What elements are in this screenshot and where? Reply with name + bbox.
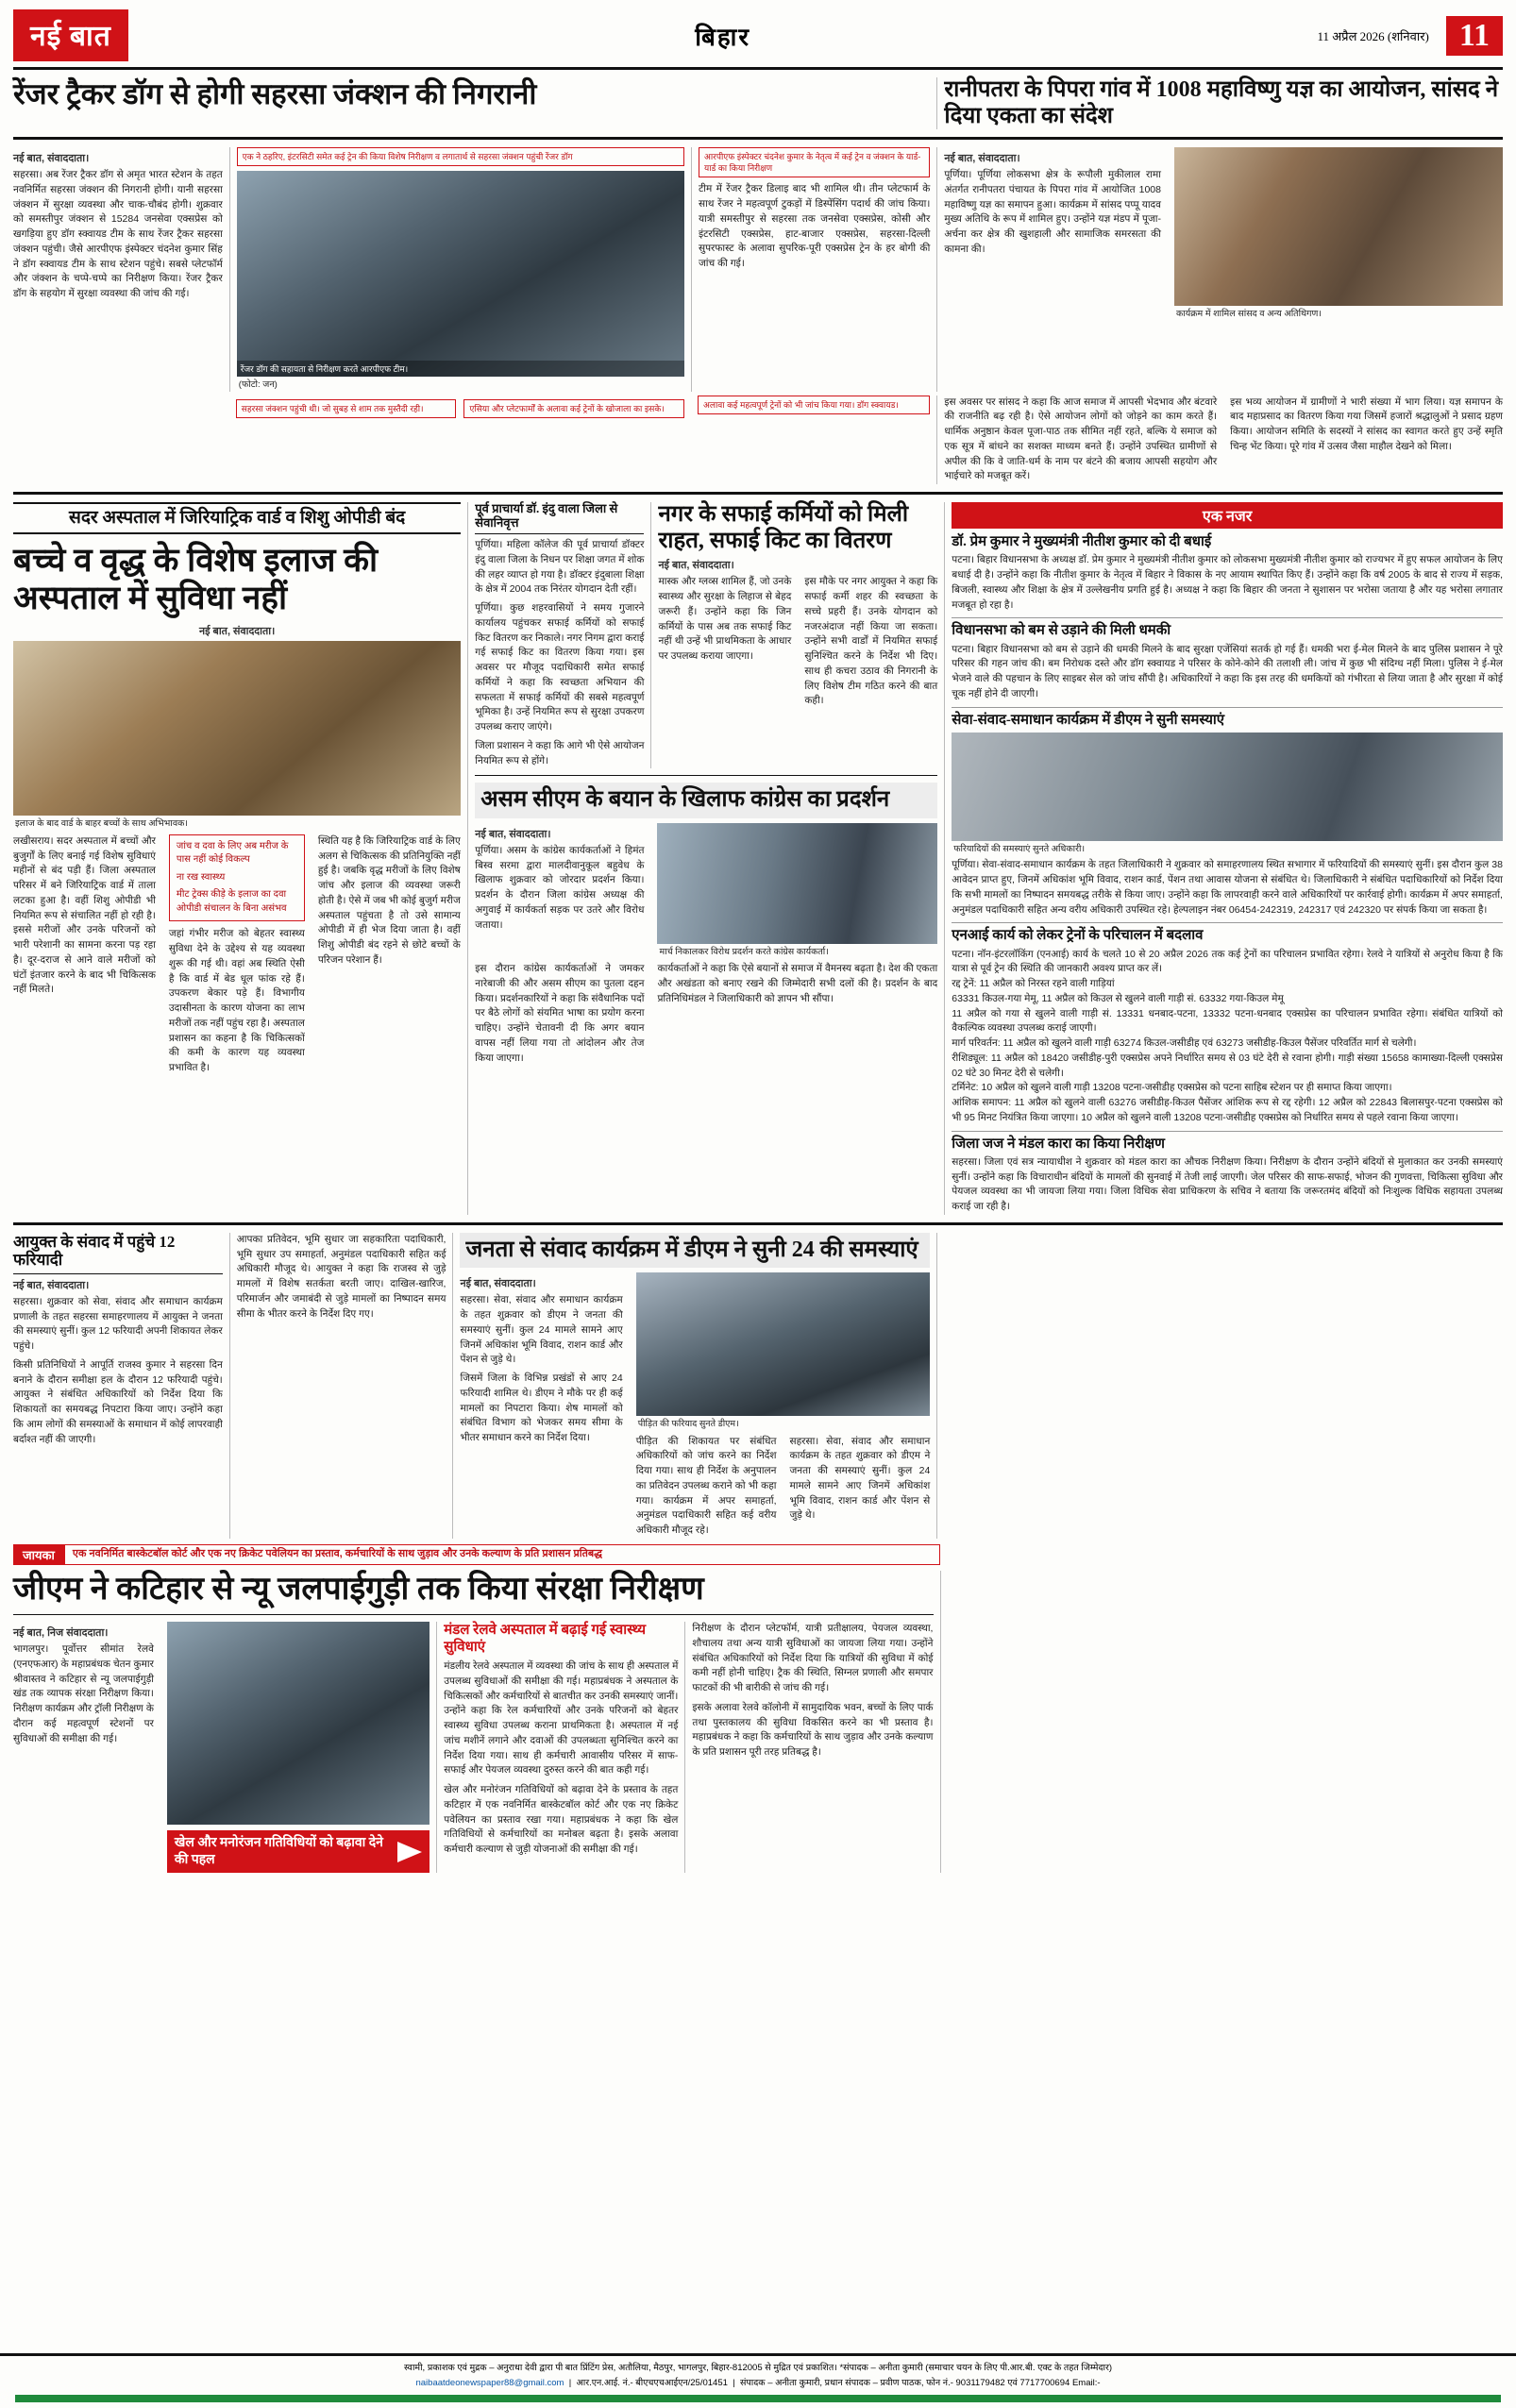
assam-text-2: इस दौरान कांग्रेस कार्यकर्ताओं ने जमकर नारेबाजी की और असम सीएम का पुतला दहन किया। प्रदर्शनकारियों ने कहा कि संवैधानिक पदों पर बैठे लोगों को संयमित भाषा का प्रयोग करना चाहिए। उन्होंने चेतावनी दी कि अगर बयान वापस नहीं लिया गया तो आंदोलन और तेज किया जाएगा। bbox=[475, 963, 645, 1064]
ek-nazar-photo-caption: फरियादियों की समस्याएं सुनते अधिकारी। bbox=[953, 843, 1086, 854]
hospital-text-1: लखीसराय। सदर अस्पताल में बच्चों और बुजुर्गों के लिए बनाई गई विशेष सुविधाएं महीनों से बंद पड़ी हैं। जिला अस्पताल परिसर में बने जिरियाट्रिक वार्ड में ताला लटका हुआ है। वहीं शिशु ओपीडी भी नियमित रूप से संचालित नहीं हो रही है। इससे मरीजों और उनके परिजनों को भारी परेशानी का सामना करना पड़ रहा है। दूर-दराज से आने वाले मरीजों को घंटों इंतजार करने के बाद भी चिकित्सक नहीं मिलते। bbox=[13, 834, 156, 996]
lead-callouts bbox=[237, 147, 684, 166]
lead-callout-left: एक ने ठहरिए, इंटरसिटी समेत कई ट्रेन की किया विशेष निरीक्षण व लगातार्थ से सहरसा जंक्शन पहुंची रेंजर डॉग bbox=[237, 147, 684, 166]
lead-band bbox=[236, 399, 684, 418]
ek-nazar-list-item: रद्द ट्रेनें: 11 अप्रैल को निरस्त रहने वाली गाड़ियां bbox=[952, 978, 1115, 990]
hospital-kicker-box bbox=[13, 502, 461, 534]
vishnu-photo-caption: कार्यक्रम में शामिल सांसद व अन्य अतिथिगण। bbox=[1175, 309, 1322, 320]
purv-safai-row bbox=[475, 502, 937, 768]
third-band bbox=[13, 1233, 1503, 1539]
edition-title-wrap bbox=[128, 19, 1318, 53]
purv-text: पूर्णिया। कुछ शहरवासियों ने समय गुजारने कार्यालय पहुंचकर सफाई कर्मियों को सफाई किट वितरण कर निकाले। नगर निगम द्वारा कराई गई सफाई किट का वितरण किया गया। इस अवसर पर मौजूद पदाधिकारी समेत सफाई कर्मियों ने कहा कि स्वच्छता अभियान की सफलता में सफाई कर्मियों की सबसे महत्वपूर्ण भूमिका है। उन्हें नियमित रूप से सुरक्षा उपकरण उपलब्ध कराए जाएंगे। bbox=[475, 602, 645, 733]
vishnu-headline: रानीपतरा के पिपरा गांव में 1008 महाविष्णु यज्ञ का आयोजन, सांसद ने दिया एकता का संदेश bbox=[944, 77, 1499, 128]
vishnu-byline: नई बात, संवाददाता। bbox=[944, 153, 1020, 165]
ek-nazar-item-headline: एनआई कार्य को लेकर ट्रेनों के परिचालन में बदलाव bbox=[952, 928, 1204, 944]
ek-nazar-column bbox=[944, 502, 1503, 1215]
gm-headline: जीएम ने कटिहार से न्यू जलपाईगुड़ी तक किया संरक्षा निरीक्षण bbox=[13, 1571, 704, 1607]
gm-khel-text: खेल और मनोरंजन गतिविधियों को बढ़ावा देने की पहल bbox=[174, 1836, 383, 1867]
hospital-story bbox=[13, 502, 467, 1215]
ek-nazar-item-text: पटना। नॉन-इंटरलॉकिंग (एनआई) कार्य के चलते 10 से 20 अप्रैल 2026 तक कई ट्रेनों का परिचालन प्रभावित रहेगा। रेलवे ने यात्रियों से अनुरोध किया है कि यात्रा से पूर्व ट्रेन की स्थिति की जानकारी अवश्य प्राप्त कर लें। bbox=[952, 948, 1503, 975]
aayukt-story bbox=[13, 1233, 229, 1539]
lead-photo-col bbox=[229, 147, 691, 391]
footer-line-1 bbox=[15, 2362, 1501, 2375]
gm-box-head: मंडल रेलवे अस्पताल में बढ़ाई गई स्वास्थ्य सुविधाएं bbox=[444, 1623, 647, 1656]
lead-headline: रेंजर ट्रैकर डॉग से होगी सहरसा जंक्शन की निगरानी bbox=[13, 77, 537, 110]
edition-title: बिहार bbox=[695, 23, 751, 51]
gm-text-col bbox=[13, 1622, 160, 1873]
gm-body bbox=[13, 1622, 934, 1873]
ek-nazar-list-item: 63331 किउल-गया मेमू, 11 अप्रैल को किउल से खुलने वाली गाड़ी सं. 63332 गया-किउल मेमू bbox=[952, 992, 1284, 1004]
third-band-spacer bbox=[936, 1233, 1503, 1539]
lead-callout-right: आरपीएफ इंस्पेक्टर चंदनेश कुमार के नेतृत्व में कई ट्रेन व जंक्शन के यार्ड-यार्ड का किया निरीक्षण bbox=[699, 147, 930, 177]
assam-headline: असम सीएम के बयान के खिलाफ कांग्रेस का प्रदर्शन bbox=[475, 783, 937, 818]
vishnu-text-col bbox=[944, 147, 1168, 320]
ek-nazar-label: एक नजर bbox=[952, 502, 1503, 529]
dm24-story bbox=[452, 1233, 936, 1539]
ek-nazar-list-item: टर्मिनेट: 10 अप्रैल को खुलने वाली गाड़ी 13208 पटना-जसीडीह एक्सप्रेस को पटना साहिब स्टेशन पर ही समाप्त किया जाएगा। bbox=[952, 1082, 1392, 1094]
vishnu-text-1: पूर्णिया। पूर्णिया लोकसभा क्षेत्र के रूपौली मुकीलाल रामा अंतर्गत रानीपतरा पंचायत के पिपरा गांव में आयोजित 1008 महाविष्णु यज्ञ का समापन हुआ। कार्यक्रम में सांसद पप्पू यादव मुख्य अतिथि के रूप में शामिल हुए। उन्होंने यज्ञ मंडप में पूजा-अर्चना कर क्षेत्र की खुशहाली और सामाजिक समरसता की कामना की। bbox=[944, 169, 1161, 255]
footer-editor: संपादक – अनीता कुमारी, प्रधान संपादक – प्रवीण पाठक, फोन नं.- 9031179482 एवं 7717700694 bbox=[739, 2377, 1070, 2388]
dm24-photo-caption: पीड़ित की फरियाद सुनते डीएम। bbox=[637, 1419, 739, 1430]
vishnu-headline-col bbox=[936, 77, 1503, 129]
ek-nazar-item-text: पटना। बिहार विधानसभा के अध्यक्ष डॉ. प्रेम कुमार ने मुख्यमंत्री नीतीश कुमार को लोकसभा मुख्यमंत्री नीतीश कुमार को राज्यभर में हुए सफल आयोजन के लिए बधाई दी है। उन्होंने कहा कि नीतीश कुमार के नेतृत्व में बिहार ने विकास के नए आयाम स्थापित किए हैं। उन्होंने कहा कि वर्ष 2005 के बाद से राज्य में सड़क, बिजली, स्वास्थ्य और शिक्षा के क्षेत्र में उल्लेखनीय प्रगति हुई है। अध्यक्ष ने कहा कि बिहार की जनता ने सुशासन पर भरोसा जताया है और यह भरोसा लगातार मजबूत हो रहा है। bbox=[952, 554, 1503, 611]
ek-nazar-list-item: रीशिड्यूल: 11 अप्रैल को 18420 जसीडीह-पुरी एक्सप्रेस अपने निर्धारित समय से 03 घंटे देरी से रवाना होगी। गाड़ी संख्या 15658 कामाख्या-दिल्ली एक्सप्रेस 02 घंटे 30 मिनट देरी से चलेगी। bbox=[952, 1052, 1503, 1079]
dm24-photo bbox=[636, 1272, 931, 1416]
ek-nazar-item bbox=[952, 623, 1503, 701]
safai-col bbox=[650, 502, 937, 768]
purv-text-small: पूर्णिया। महिला कॉलेज की पूर्व प्राचार्या डॉक्टर इंदु वाला जिला के निधन पर शिक्षा जगत में शोक की लहर व्याप्त हो गया है। डॉक्टर इंदुबाला शिक्षा के क्षेत्र में 2004 तक निरंतर योगदान देती रहीं। bbox=[475, 539, 645, 596]
ek-nazar-item-text: पटना। बिहार विधानसभा को बम से उड़ाने की धमकी मिलने के बाद सुरक्षा एजेंसियां सतर्क हो गई हैं। धमकी भरा ई-मेल मिलने के बाद पुलिस प्रशासन ने पूरे परिसर की गहन जांच की। बम निरोधक दस्ते और डॉग स्क्वायड ने परिसर के कोने-कोने की तलाशी ली। जांच में कुछ भी संदिग्ध नहीं मिला। पुलिस ने ई-मेल भेजने वाले की पहचान के लिए साइबर सेल को जांच सौंपी है। अधिकारियों ने कहा कि इस तरह की धमकियों को गंभीरता से लिया जाता है और सुरक्षा में कोई चूक नहीं होने दी जाएगी। bbox=[952, 643, 1503, 699]
safai-headline: नगर के सफाई कर्मियों को मिली राहत, सफाई किट का वितरण bbox=[658, 502, 909, 553]
footer-line-2: naibaatdeonewspaper88@gmail.com | आर.एन.आई. नं.- बीएचएचआईएन/25/01451 | संपादक – अनीता कुमारी, प्रधान संपादक – प्रवीण पाठक, फोन नं.- 9031179482 एवं 7717700694 Email:- bbox=[415, 2377, 1101, 2388]
assam-byline: नई बात, संवाददाता। bbox=[475, 828, 551, 840]
jayka-label: जायका bbox=[13, 1544, 64, 1565]
middle-band bbox=[467, 502, 944, 1215]
vishnu-cont bbox=[936, 396, 1503, 485]
lead-band-item: अलावा कई महत्वपूर्ण ट्रेनों को भी जांच किया गया। डॉग स्क्वायड। bbox=[698, 396, 930, 414]
gm-khel-box bbox=[167, 1830, 430, 1873]
gm-khel-para: खेल और मनोरंजन गतिविधियों को बढ़ावा देने के प्रस्ताव के तहत कटिहार में एक नवनिर्मित बास्केटबॉल कोर्ट और एक नए क्रिकेट पवेलियन का प्रस्ताव रखा गया। महाप्रबंधक ने कहा कि खेल गतिविधियों से कर्मचारियों का मनोबल बढ़ता है। इसके अलावा कर्मचारी कल्याण से जुड़ी योजनाओं की समीक्षा की गई। bbox=[444, 1784, 679, 1856]
gm-khel-para-2: इसके अलावा रेलवे कॉलोनी में सामुदायिक भवन, बच्चों के लिए पार्क तथा पुस्तकालय की सुविधा विकसित करने का भी प्रस्ताव है। महाप्रबंधक ने कहा कि कर्मचारियों के साथ जुड़ाव और उनके कल्याण के प्रति प्रशासन पूरी तरह प्रतिबद्ध है। bbox=[692, 1701, 934, 1759]
lead-text-1: सहरसा। अब रेंजर ट्रैकर डॉग से अमृत भारत स्टेशन के तहत नवनिर्मित सहरसा जंक्शन की निगरानी होगी। यानी सहरसा जंक्शन में सुरक्षा व्यवस्था और चाक-चौबंद होगी। शुक्रवार को समस्तीपुर जंक्शन से 15284 जनसेवा एक्सप्रेस को खगड़िया हुए डॉग स्क्वायड टीम के साथ रेंजर ट्रैकर सहरसा जंक्शन पहुंची। जैसे आरपीएफ इंस्पेक्टर चंदनेश कुमार सिंह ने डॉग स्क्वायड टीम के साथ स्टेशन पहुंचे। सबसे प्लेटफॉर्म और जंक्शन के चप्पे-चप्पे का निरीक्षण किया। रेंजर ट्रैकर डॉग के सहयोग में सुरक्षा व्यवस्था की जांच की गई। bbox=[13, 169, 223, 300]
safai-text-2: इस मौके पर नगर आयुक्त ने कहा कि सफाई कर्मी शहर की स्वच्छता के सच्चे प्रहरी हैं। उनके योगदान को नजरअंदाज नहीं किया जा सकता। उन्होंने सभी वार्डों में नियमित सफाई सुनिश्चित करने के निर्देश भी दिए। साथ ही कचरा उठाव की निगरानी के लिए विशेष टीम गठित करने की बात कही। bbox=[804, 576, 938, 707]
lead-col-2 bbox=[691, 147, 936, 391]
lead-cont-spacer bbox=[13, 396, 229, 485]
lead-block bbox=[13, 147, 1503, 391]
ek-nazar-item-headline: विधानसभा को बम से उड़ाने की मिली धमकी bbox=[952, 623, 1171, 639]
gm-photo-col bbox=[160, 1622, 436, 1873]
lead-band-item: एसिया और प्लेटफार्मों के अलावा कई ट्रेनों के खोजाला का इसके। bbox=[463, 399, 684, 418]
hospital-text-2: जहां गंभीर मरीज को बेहतर स्वास्थ्य सुविधा देने के उद्देश्य से यह व्यवस्था शुरू की गई थी। वहां अब स्थिति ऐसी है कि वार्ड में बेड धूल फांक रहे हैं। उपकरण बेकार पड़े हैं। विभागीय उदासीनता के कारण योजना का लाभ मरीजों तक नहीं पहुंच रहा है। अस्पताल प्रशासन का कहना है कि चिकित्सकों की कमी के कारण यह व्यवस्था प्रभावित है। bbox=[168, 928, 305, 1074]
hospital-headline: बच्चे व वृद्ध के विशेष इलाज की अस्पताल में सुविधा नहीं bbox=[13, 542, 379, 617]
gm-byline: नई बात, निज संवाददाता। bbox=[13, 1627, 109, 1640]
arrow-right-icon bbox=[397, 1842, 422, 1862]
aayukt-text-3: आपका प्रतिवेदन, भूमि सुधार जा सहकारिता पदाधिकारी, भूमि सुधार उप समाहर्ता, अनुमंडल पदाधिकारी सहित कई अधिकारी मौजूद थे। आयुक्त ने कहा कि राजस्व से जुड़े मामलों में विशेष सतर्कता बरती जाए। दाखिल-खारिज, परिमार्जन और जमाबंदी से जुड़े मामलों का निष्पादन समय सीमा के भीतर करने के निर्देश दिए गए। bbox=[236, 1233, 446, 1320]
aayukt-byline: नई बात, संवाददाता। bbox=[13, 1279, 90, 1291]
vishnu-block bbox=[936, 147, 1503, 391]
dm24-text-3: पीड़ित की शिकायत पर संबंधित अधिकारियों को जांच करने का निर्देश दिया गया। साथ ही निर्देश के अनुपालन का प्रतिवेदन उपलब्ध कराने को भी कहा गया। कार्यक्रम में अपर समाहर्ता, अनुमंडल पदाधिकारी सहित कई वरीय अधिकारी मौजूद रहे। bbox=[635, 1435, 777, 1537]
gm-text-col-2 bbox=[684, 1622, 933, 1873]
jayka-banner bbox=[13, 1544, 940, 1565]
page-footer bbox=[0, 2353, 1516, 2408]
ek-nazar-item-headline: सेवा-संवाद-समाधान कार्यक्रम में डीएम ने सुनी समस्याएं bbox=[952, 712, 1225, 728]
aayukt-cont bbox=[229, 1233, 453, 1539]
vishnu-photo bbox=[1174, 147, 1503, 306]
hospital-redbox-item: जांच व दवा के लिए अब मरीज के पास नहीं कोई विकल्प bbox=[176, 840, 289, 866]
ek-nazar-list-item: आंशिक समापन: 11 अप्रैल को खुलने वाली 63276 जसीडीह-किउल पैसेंजर आंशिक रूप से रद्द रहेगी। 12 अप्रैल को 22843 बिलासपुर-पटना एक्सप्रेस को भी 95 मिनट नियंत्रित किया जाएगा। 10 अप्रैल को खुलने वाली 13208 पटना-जसीडीह एक्सप्रेस को निर्धारित समय से पहले रवाना किया जाएगा। bbox=[952, 1097, 1503, 1123]
masthead bbox=[13, 9, 1503, 70]
dm24-text-3b: सहरसा। सेवा, संवाद और समाधान कार्यक्रम के तहत शुक्रवार को डीएम ने जनता की समस्याएं सुनीं। कुल 24 मामले सामने आए जिनमें अधिकांश भूमि विवाद, राशन कार्ड और पेंशन से जुड़े थे। bbox=[789, 1435, 931, 1522]
footer-email-label: Email:- bbox=[1071, 2377, 1101, 2388]
ek-nazar-item-text: सहरसा। जिला एवं सत्र न्यायाधीश ने शुक्रवार को मंडल कारा का औचक निरीक्षण किया। निरीक्षण के दौरान उन्होंने बंदियों से मुलाकात कर उनकी समस्याएं सुनीं। उन्होंने कहा कि विचाराधीन बंदियों के मामलों की सुनवाई में तेजी लाई जाएगी। जेल परिसर की साफ-सफाई, भोजन की गुणवत्ता, चिकित्सा सुविधा और पेयजल व्यवस्था का भी जायजा लिया गया। जिला विधिक सेवा प्राधिकरण के सचिव ने बताया कि जरूरतमंद बंदियों को निःशुल्क विधिक सहायता उपलब्ध कराई जा रही है। bbox=[952, 1155, 1503, 1213]
gm-right-spacer bbox=[940, 1571, 1503, 1873]
hospital-photo-caption: इलाज के बाद वार्ड के बाहर बच्चों के साथ अभिभावक। bbox=[15, 817, 188, 829]
aayukt-text-2: किसी प्रतिनिधियों ने आपूर्ति राजस्व कुमार ने सहरसा दिन बनाने के दौरान समीक्षा हल के दौरान 12 फरियादी पहुंचे। आयुक्त ने संबंधित अधिकारियों को निर्देश दिया कि शिकायतों का समयबद्ध निपटारा किया जाए। उन्होंने कहा कि आम लोगों की समस्याओं के समाधान में कोई लापरवाही बर्दाश्त नहीं की जाएगी। bbox=[13, 1358, 223, 1445]
lead-band-3 bbox=[691, 396, 936, 485]
top-headline-row bbox=[13, 77, 1503, 129]
hospital-byline: नई बात, संवाददाता। bbox=[198, 625, 276, 637]
footer-imprint: स्वामी, प्रकाशक एवं मुद्रक – अनुराधा देवी द्वारा पी बात प्रिंटिंग प्रेस, अतौलिया, मैठपुर, भागलपुर, बिहार-812005 से मुद्रित एवं प्रकाशित। bbox=[403, 2362, 837, 2373]
dm24-headline: जनता से संवाद कार्यक्रम में डीएम ने सुनी 24 की समस्याएं bbox=[460, 1233, 930, 1269]
purv-note: जिला प्रशासन ने कहा कि आगे भी ऐसे आयोजन नियमित रूप से होंगे। bbox=[475, 739, 645, 766]
hospital-redbox-item: ना रख स्वास्थ्य bbox=[176, 871, 226, 883]
purv-col bbox=[475, 502, 650, 768]
assam-story bbox=[475, 783, 937, 1066]
ek-nazar-item-headline: जिला जज ने मंडल कारा का किया निरीक्षण bbox=[952, 1136, 1165, 1152]
footer-rni: आर.एन.आई. नं.- बीएचएचआईएन/25/01451 bbox=[576, 2377, 728, 2388]
lead-band-captions bbox=[229, 396, 691, 485]
gm-photo bbox=[167, 1622, 430, 1825]
ek-nazar-list-item: 11 अप्रैल को गया से खुलने वाली गाड़ी सं. 13331 धनबाद-पटना, 13332 पटना-धनबाद एक्सप्रेस का परिचालन प्रभावित रहेगा। संबंधित यात्रियों को वैकल्पिक व्यवस्था उपलब्ध कराई जाएगी। bbox=[952, 1007, 1503, 1035]
hospital-redbox bbox=[169, 834, 305, 922]
ek-nazar-item-headline: डॉ. प्रेम कुमार ने मुख्यमंत्री नीतीश कुमार को दी बधाई bbox=[952, 534, 1212, 550]
ek-nazar-list-item: मार्ग परिवर्तन: 11 अप्रैल को खुलने वाली गाड़ी 63274 किउल-जसीडीह एवं 63273 जसीडीह-किउल पैसेंजर परिवर्तित मार्ग से चलेगी। bbox=[952, 1037, 1417, 1050]
hospital-kicker: सदर अस्पताल में जिरियाट्रिक वार्ड व शिशु ओपीडी बंद bbox=[68, 508, 406, 529]
lead-byline: नई बात, संवाददाता। bbox=[13, 153, 90, 165]
page-number: 11 bbox=[1446, 16, 1503, 56]
vishnu-text-3: इस भव्य आयोजन में ग्रामीणों ने भारी संख्या में भाग लिया। यज्ञ समापन के बाद महाप्रसाद का वितरण किया गया जिसमें हजारों श्रद्धालुओं ने प्रसाद ग्रहण किया। आयोजन समिति के सदस्यों ने सांसद का स्वागत करते हुए उन्हें स्मृति चिन्ह भेंट किया। पूरे गांव में उत्सव जैसा माहौल देखने को मिला। bbox=[1230, 396, 1503, 452]
gm-story bbox=[13, 1571, 940, 1873]
ek-nazar-item bbox=[952, 713, 1503, 918]
lead-photo bbox=[237, 171, 684, 377]
purv-kicker: पूर्व प्राचार्या डॉ. इंदु वाला जिला से सेवानिवृत्त bbox=[475, 502, 644, 534]
jayka-banner-text: एक नवनिर्मित बास्केटबॉल कोर्ट और एक नए क्रिकेट पवेलियन का प्रस्ताव, कर्मचारियों के साथ जुड़ाव और उनके कल्याण के प्रति प्रशासन प्रतिबद्ध bbox=[64, 1544, 940, 1565]
vishnu-text-2: इस अवसर पर सांसद ने कहा कि आज समाज में आपसी भेदभाव और बंटवारे की राजनीति बढ़ रही है। ऐसे आयोजन लोगों को जोड़ने का काम करते हैं। धार्मिक अनुष्ठान केवल पूजा-पाठ तक सीमित नहीं रहते, बल्कि ये समाज को एक सूत्र में बांधने का सशक्त माध्यम बनते हैं। उन्होंने उपस्थित ग्रामीणों से अपील की कि वे जाति-धर्म के नाम पर बंटने की बजाय आपसी सहयोग और भाईचारे को मजबूत करें। bbox=[944, 396, 1218, 482]
gm-text-1: भागलपुर। पूर्वोत्तर सीमांत रेलवे (एनएफआर) के महाप्रबंधक चेतन कुमार श्रीवास्तव ने कटिहार से न्यू जलपाईगुड़ी खंड तक व्यापक संरक्षा निरीक्षण किया। निरीक्षण कार्यक्रम और ट्रॉली निरीक्षण के दौरान कई महत्वपूर्ण स्टेशनों पर सुविधाओं की समीक्षा की गई। bbox=[13, 1643, 154, 1744]
lead-photo-caption-overlay: रेंजर डॉग की सहायता से निरीक्षण करते आरपीएफ टीम। bbox=[237, 361, 684, 377]
ek-nazar-item bbox=[952, 928, 1503, 1125]
ek-nazar-item bbox=[952, 534, 1503, 613]
aayukt-headline: आयुक्त के संवाद में पहुंचे 12 फरियादी bbox=[13, 1233, 223, 1274]
vishnu-inner bbox=[944, 147, 1503, 320]
hospital-photo bbox=[13, 641, 461, 816]
safai-text-1: मास्क और ग्लव्स शामिल हैं, जो उनके स्वास्थ्य और सुरक्षा के लिहाज से बेहद जरूरी हैं। उन्होंने कहा कि जिन कर्मियों के पास अब तक सफाई किट नहीं थी उन्हें भी प्राथमिकता के आधार पर उपलब्ध कराया जाएगा। bbox=[658, 576, 792, 663]
gm-text-2: निरीक्षण के दौरान प्लेटफॉर्म, यात्री प्रतीक्षालय, पेयजल व्यवस्था, शौचालय तथा अन्य यात्री सुविधाओं का जायजा लिया गया। उन्होंने संबंधित अधिकारियों को निर्देश दिया कि यात्रियों की सुविधा में कोई कमी नहीं होनी चाहिए। ट्रैक की स्थिति, सिग्नल प्रणाली और समपार फाटकों की भी बारीकी से जांच की गई। bbox=[692, 1623, 934, 1694]
assam-photo bbox=[657, 823, 937, 944]
dm24-byline: नई बात, संवाददाता। bbox=[460, 1278, 536, 1290]
vishnu-photo-col bbox=[1168, 147, 1503, 320]
hospital-text-cols bbox=[13, 834, 461, 1076]
lead-headline-col bbox=[13, 77, 936, 129]
lead-col-1 bbox=[13, 147, 229, 391]
masthead-right bbox=[1317, 16, 1503, 56]
gm-khel-text-col bbox=[436, 1622, 684, 1873]
lead-band-item: सहरसा जंक्शन पहुंची थी। जो सुबह से शाम तक मुस्तैदी रही। bbox=[236, 399, 457, 418]
assam-text-1: पूर्णिया। असम के कांग्रेस कार्यकर्ताओं ने हिमंत बिस्व सरमा द्वारा मालदीवानुकूल बहुवेध के खिलाफ शुक्रवार को जोरदार प्रदर्शन किया। प्रदर्शन के दौरान जिला कांग्रेस अध्यक्ष की अगुवाई में कार्यकर्ता सड़क पर उतरे और विरोध जताया। bbox=[475, 844, 645, 931]
hospital-redbox-item: मीट ट्रेक्स कीड़े के इलाज का दवा ओपीडी संचालन के बिना असंभव bbox=[176, 889, 287, 914]
lead-photo-credit: (फोटो: जन) bbox=[238, 379, 278, 391]
hospital-text-3: स्थिति यह है कि जिरियाट्रिक वार्ड के लिए अलग से चिकित्सक की प्रतिनियुक्ति नहीं हुई है। जबकि वृद्ध मरीजों के लिए विशेष जांच और इलाज की व्यवस्था जरूरी होती है। ऐसे में जब भी कोई बुजुर्ग मरीज अस्पताल पहुंचता है तो उसे सामान्य ओपीडी में ही भेज दिया जाता है। वहीं शिशु ओपीडी बंद रहने से छोटे बच्चों के परिजन परेशान हैं। bbox=[317, 834, 461, 966]
footer-email[interactable]: naibaatdeonewspaper88@gmail.com bbox=[415, 2377, 564, 2388]
gm-box-text: मंडलीय रेलवे अस्पताल में व्यवस्था की जांच के साथ ही अस्पताल में उपलब्ध सुविधाओं की समीक्षा की गई। महाप्रबंधक ने अस्पताल के चिकित्सकों और कर्मचारियों से बातचीत कर उनकी समस्याएं जानीं। उन्होंने कहा कि रेल कर्मचारियों और उनके परिजनों को बेहतर स्वास्थ्य सुविधा उपलब्ध कराना प्राथमिकता है। अस्पताल में नई जांच मशीनें लगाने और दवाओं की उपलब्धता सुनिश्चित करने का निर्देश दिया गया। साथ ही कर्मचारी आवासीय परिसर में साफ-सफाई और पेयजल व्यवस्था दुरुस्त करने की बात कही गई। bbox=[444, 1660, 679, 1777]
gm-band bbox=[13, 1571, 1503, 1873]
aayukt-text-1: सहरसा। शुक्रवार को सेवा, संवाद और समाधान कार्यक्रम प्रणाली के तहत सहरसा समाहरणालय में आयुक्त ने जनता की समस्याएं सुनीं। कुल 12 फरियादी अपनी शिकायत लेकर पहुंचे। bbox=[13, 1295, 223, 1353]
assam-text-3: कार्यकर्ताओं ने कहा कि ऐसे बयानों से समाज में वैमनस्य बढ़ता है। देश की एकता और अखंडता को बनाए रखने की जिम्मेदारी सभी दलों की है। प्रदर्शन के बाद प्रतिनिधिमंडल ने जिलाधिकारी को ज्ञापन भी सौंपा। bbox=[657, 963, 938, 1004]
footer-color-bar bbox=[15, 2395, 1501, 2402]
ek-nazar-item-text: पूर्णिया। सेवा-संवाद-समाधान कार्यक्रम के तहत जिलाधिकारी ने शुक्रवार को समाहरणालय स्थित सभागार में फरियादियों की समस्याएं सुनीं। इस दौरान कुल 38 आवेदन प्राप्त हुए, जिनमें अधिकांश भूमि विवाद, राशन कार्ड, पेंशन तथा आवास योजना से संबंधित थे। जिलाधिकारी ने संबंधित पदाधिकारियों को निर्देश दिया कि सभी मामलों का निष्पादन समयबद्ध तरीके से किया जाए। उन्होंने कहा कि लापरवाही करने वाले अधिकारियों पर कार्रवाई होगी। कार्यक्रम में अपर समाहर्ता, अनुमंडल पदाधिकारी सहित अन्य वरीय अधिकारी उपस्थित रहे। हेल्पलाइन नंबर 06454-242319, 242317 एवं 242320 पर संपर्क किया जा सकता है। bbox=[952, 859, 1503, 916]
dm24-text-2: जिसमें जिला के विभिन्न प्रखंडों से आए 24 फरियादी शामिल थे। डीएम ने मौके पर ही कई मामलों का निपटारा किया। शेष मामलों को संबंधित विभाग को भेजकर समय सीमा के भीतर समाधान करने का निर्देश दिया। bbox=[460, 1372, 623, 1444]
ek-nazar-photo bbox=[952, 733, 1503, 841]
dm24-text-1: सहरसा। सेवा, संवाद और समाधान कार्यक्रम के तहत शुक्रवार को डीएम ने जनता की समस्याएं सुनीं। कुल 24 मामले सामने आए जिनमें अधिकांश भूमि विवाद, राशन कार्ड और पेंशन से जुड़े थे। bbox=[460, 1294, 623, 1366]
second-band bbox=[13, 502, 1503, 1215]
ek-nazar-item bbox=[952, 1137, 1503, 1215]
publication-name: नई बात bbox=[30, 21, 111, 52]
assam-photo-caption: मार्च निकालकर विरोध प्रदर्शन करते कांग्रेस कार्यकर्ता। bbox=[659, 946, 829, 957]
lead-continued bbox=[13, 396, 1503, 485]
safai-byline: नई बात, संवाददाता। bbox=[658, 560, 734, 572]
publication-date: 11 अप्रैल 2026 (शनिवार) bbox=[1317, 28, 1429, 43]
footer-editor-note: *संपादक – अनीता कुमारी (समाचार चयन के लिए पी.आर.बी. एक्ट के तहत जिम्मेदार) bbox=[839, 2362, 1113, 2373]
publication-logo bbox=[13, 9, 128, 61]
lead-text-2: टीम में रेंजर ट्रैकर डिलाइ बाद भी शामिल थी। तीन प्लेटफार्म के साथ रेंजर ने महत्वपूर्ण टुकड़ों में डिस्पेंसिंग पदार्थ की जांच किया। यात्री समस्तीपुर से सहरसा तक जनसेवा एक्सप्रेस, कोसी और इंटरसिटी एक्सप्रेस, हाट-बाजार एक्सप्रेस, सहरसा-दिल्ली सुपरफास्ट के अलावा सुपरिक-पूरी एक्सप्रेस ट्रेन के हर बोगी की जांच की गई। bbox=[698, 183, 931, 270]
